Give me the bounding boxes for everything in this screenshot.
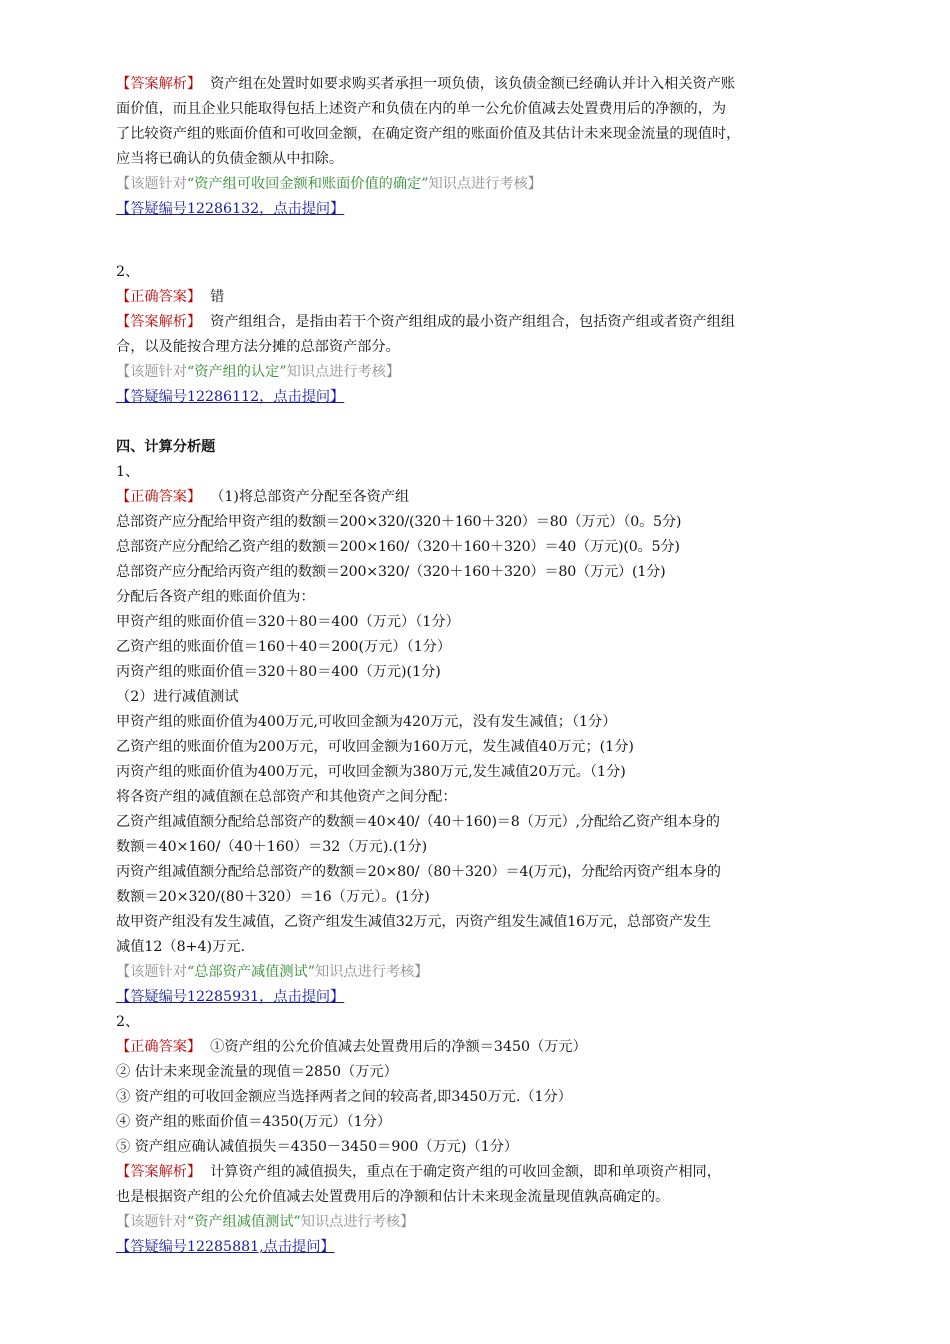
- answer-line: ①资产组的公允价值减去处置费用后的净额＝3450（万元）: [210, 1039, 587, 1055]
- knowledge-point-note: 【该题针对“资产组减值测试”知识点进行考核】: [116, 1214, 415, 1230]
- knowledge-point-note: 【该题针对“资产组的认定”知识点进行考核】: [116, 364, 401, 380]
- answer-line: 乙资产组的账面价值为200万元，可收回金额为160万元，发生减值40万元；(1分): [116, 739, 634, 755]
- knowledge-point-name: “资产组减值测试”: [186, 1214, 301, 1230]
- answer-tag: 【正确答案】: [116, 1039, 202, 1055]
- knowledge-point-name: “资产组的认定”: [186, 364, 287, 380]
- answer-line: 总部资产应分配给丙资产组的数额＝200×320/（320＋160＋320）＝80（万元）(1分): [116, 564, 666, 580]
- analysis-line: 资产组在处置时如要求购买者承担一项负债，该负债金额已经确认并计入相关资产账: [210, 76, 736, 92]
- analysis-line: 计算资产组的减值损失，重点在于确定资产组的可收回金额，即和单项资产相同，: [210, 1164, 721, 1180]
- analysis-line: 也是根据资产组的公允价值减去处置费用后的净额和估计未来现金流量现值孰高确定的。: [116, 1189, 670, 1205]
- knowledge-point-name: “资产组可收回金额和账面价值的确定”: [186, 176, 429, 192]
- analysis-line: 了比较资产组的账面价值和可收回金额，在确定资产组的账面价值及其估计未来现金流量的现值时，: [116, 126, 741, 142]
- answer-line: 数额＝20×320/(80＋320）＝16（万元）。(1分): [116, 889, 430, 905]
- answer-line: ⑤ 资产组应确认减值损失＝4350－3450＝900（万元)（1分）: [116, 1139, 519, 1155]
- answer-line: 甲资产组的账面价值＝320＋80＝400（万元）（1分）: [116, 614, 460, 630]
- document-page: [116, 72, 840, 1260]
- answer-line: ③ 资产组的可收回金额应当选择两者之间的较高者,即3450万元.（1分）: [116, 1089, 572, 1105]
- ask-question-link[interactable]: 【答疑编号12285881,点击提问】: [116, 1239, 335, 1255]
- answer-line: 总部资产应分配给甲资产组的数额＝200×320/(320＋160＋320）＝80（万元）（0。5分): [116, 514, 682, 530]
- answer-line: 丙资产组的账面价值＝320＋80＝400（万元)(1分): [116, 664, 441, 680]
- answer-line: 乙资产组的账面价值＝160＋40＝200(万元）（1分）: [116, 639, 452, 655]
- answer-line: 将各资产组的减值额在总部资产和其他资产之间分配：: [116, 789, 457, 805]
- analysis-line: 应当将已确认的负债金额从中扣除。: [116, 151, 344, 167]
- analysis-tag: 【答案解析】: [116, 314, 202, 330]
- analysis-tag: 【答案解析】: [116, 76, 202, 92]
- answer-line: 数额＝40×160/（40＋160）＝32（万元).(1分): [116, 839, 428, 855]
- question-number: 1、: [116, 464, 140, 480]
- answer-line: 总部资产应分配给乙资产组的数额＝200×160/（320＋160＋320）＝40（万元)(0。5分): [116, 539, 680, 555]
- answer-line: 甲资产组的账面价值为400万元,可收回金额为420万元，没有发生减值；（1分）: [116, 714, 617, 730]
- analysis-line: 资产组组合，是指由若干个资产组组成的最小资产组组合，包括资产组或者资产组组: [210, 314, 736, 330]
- analysis-line: 合，以及能按合理方法分摊的总部资产部分。: [116, 339, 400, 355]
- knowledge-point-note: 【该题针对“总部资产减值测试”知识点进行考核】: [116, 964, 429, 980]
- answer-line: 丙资产组的账面价值为400万元，可收回金额为380万元,发生减值20万元。（1分): [116, 764, 626, 780]
- q3-1-analysis: [116, 72, 840, 172]
- ask-question-link[interactable]: 【答疑编号12286112，点击提问】: [116, 389, 345, 405]
- question-number: 2、: [116, 264, 140, 280]
- section-heading: 四、计算分析题: [116, 439, 216, 455]
- analysis-tag: 【答案解析】: [116, 1164, 202, 1180]
- question-number: 2、: [116, 1014, 140, 1030]
- answer-value: 错: [210, 289, 225, 305]
- knowledge-point-note: 【该题针对“资产组可收回金额和账面价值的确定”知识点进行考核】: [116, 176, 542, 192]
- answer-line: 减值12（8+4)万元.: [116, 939, 245, 955]
- answer-line: ④ 资产组的账面价值＝4350(万元）（1分）: [116, 1114, 392, 1130]
- answer-line: （1)将总部资产分配至各资产组: [210, 489, 410, 505]
- answer-line: ② 估计未来现金流量的现值＝2850（万元）: [116, 1064, 398, 1080]
- ask-question-link[interactable]: 【答疑编号12286132，点击提问】: [116, 201, 345, 217]
- answer-line: 故甲资产组没有发生减值，乙资产组发生减值32万元，丙资产组发生减值16万元，总部资产发生: [116, 914, 711, 930]
- analysis-line: 面价值，而且企业只能取得包括上述资产和负债在内的单一公允价值减去处置费用后的净额的，为: [116, 101, 727, 117]
- answer-line: 乙资产组减值额分配给总部资产的数额＝40×40/（40＋160)＝8（万元）,分配给乙资产组本身的: [116, 814, 720, 830]
- answer-tag: 【正确答案】: [116, 289, 202, 305]
- answer-line: 丙资产组减值额分配给总部资产的数额＝20×80/（80＋320）＝4(万元)，分配给丙资产组本身的: [116, 864, 721, 880]
- answer-line: 分配后各资产组的账面价值为：: [116, 589, 315, 605]
- answer-tag: 【正确答案】: [116, 489, 202, 505]
- ask-question-link[interactable]: 【答疑编号12285931，点击提问】: [116, 989, 345, 1005]
- knowledge-point-name: “总部资产减值测试”: [186, 964, 315, 980]
- answer-line: （2）进行减值测试: [116, 689, 239, 705]
